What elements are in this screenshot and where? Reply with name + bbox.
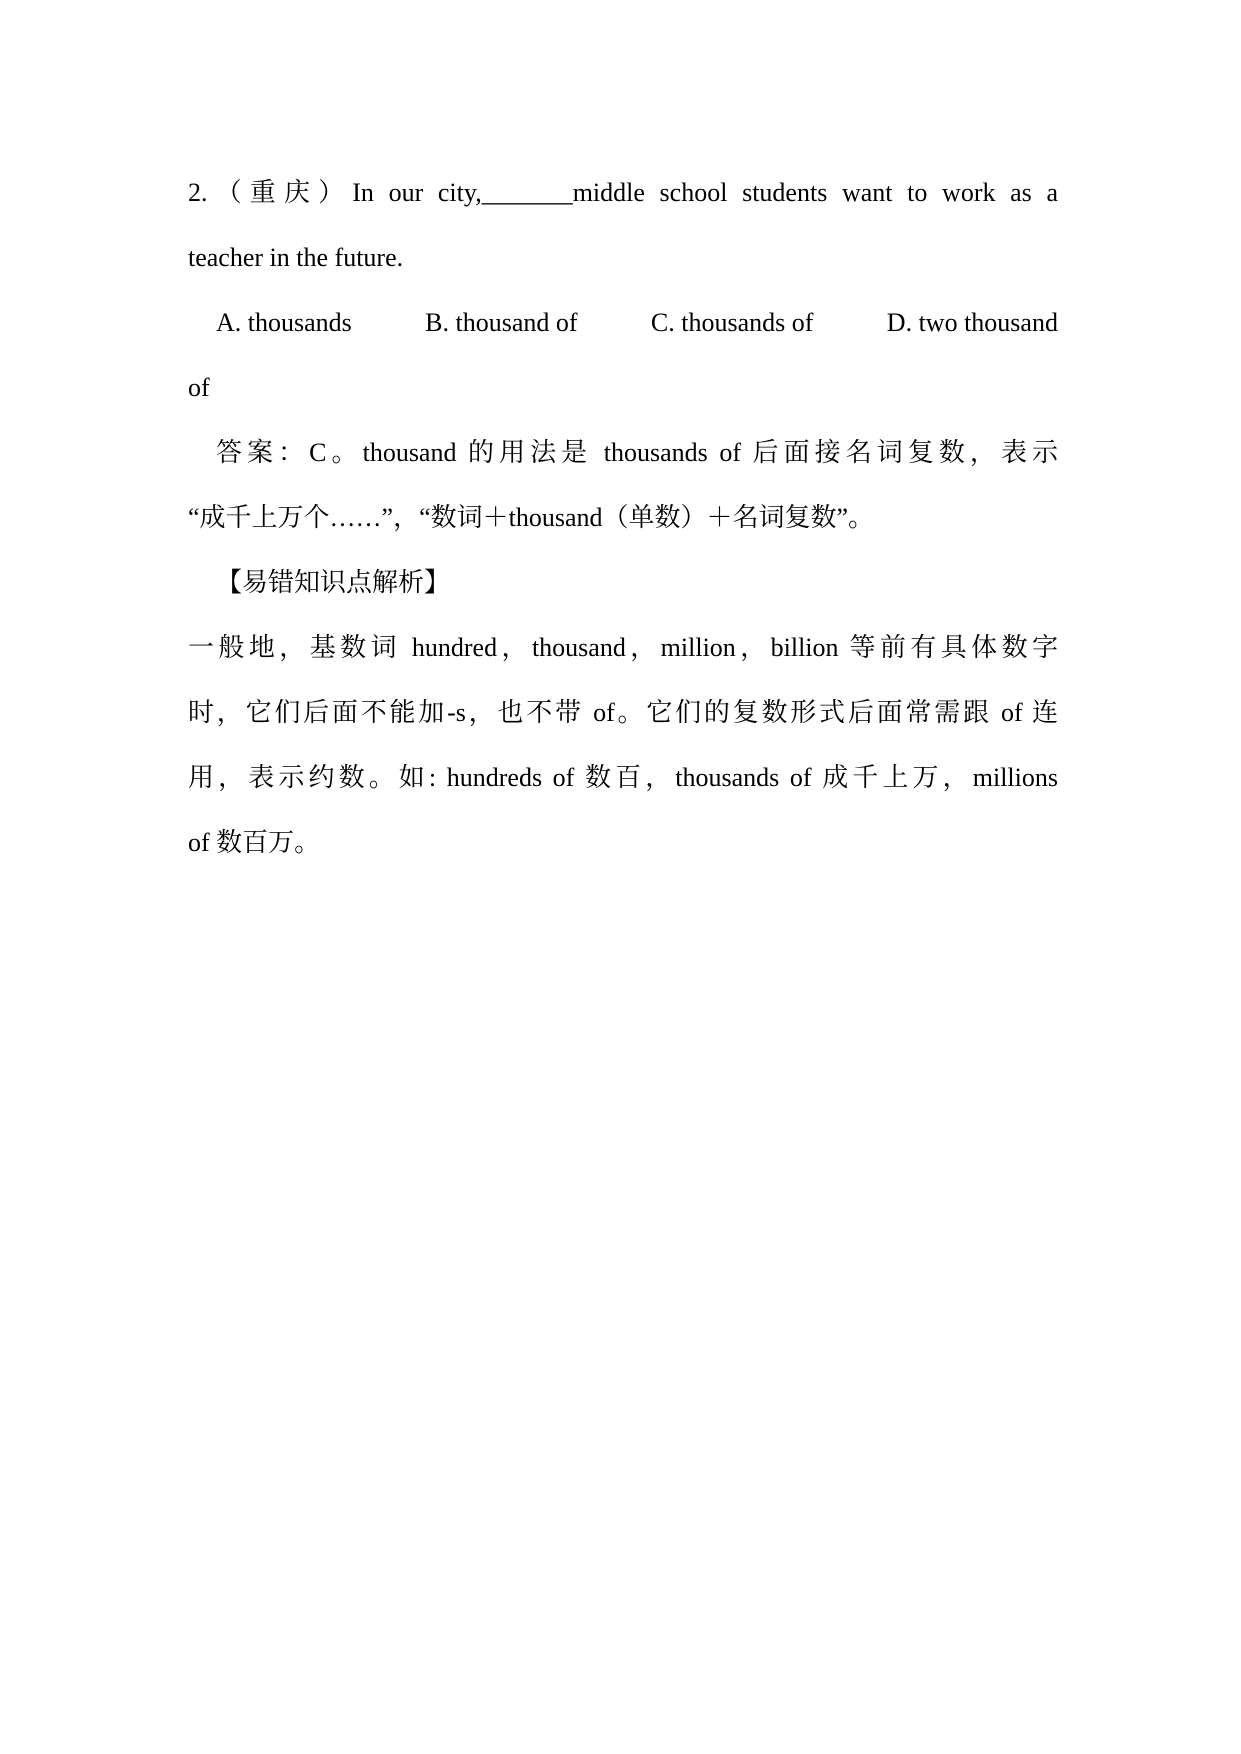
option-d: D. two thousand xyxy=(886,308,1058,337)
answer-options xyxy=(188,290,1058,355)
analysis-line-2: 时，它们后面不能加-s，也不带 of。它们的复数形式后面常需跟 of 连 xyxy=(188,698,1058,727)
question-text-line-1: 2.（重庆）In our city,_______middle school students want to work as a xyxy=(188,178,1058,207)
analysis-line-3: 用，表示约数。如: hundreds of 数百，thousands of 成千上万，millions xyxy=(188,763,1058,792)
answer-explanation-line-2: “成千上万个……”，“数词＋thousand（单数）＋名词复数”。 xyxy=(188,503,875,532)
analysis-heading: 【易错知识点解析】 xyxy=(216,568,451,597)
question-text-line-2: teacher in the future. xyxy=(188,243,404,272)
analysis-line-4: of 数百万。 xyxy=(188,828,321,857)
option-c: C. thousands of xyxy=(650,308,814,337)
option-a: A. thousands xyxy=(216,308,352,337)
option-d-continuation: of xyxy=(188,373,210,402)
answer-explanation-line-1: 答案：C。thousand 的用法是 thousands of 后面接名词复数，表示 xyxy=(216,438,1058,467)
option-b: B. thousand of xyxy=(425,308,578,337)
document-page xyxy=(188,160,1058,875)
analysis-line-1: 一般地，基数词 hundred，thousand，million，billion 等前有具体数字 xyxy=(188,633,1058,662)
